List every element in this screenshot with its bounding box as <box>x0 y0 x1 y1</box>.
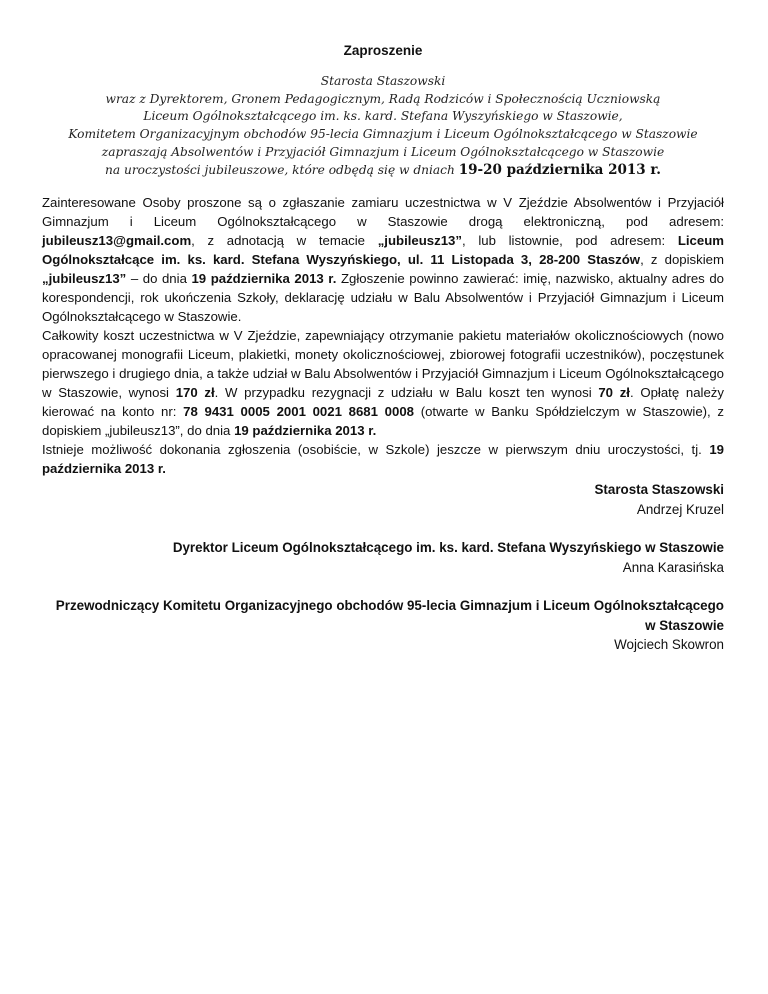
event-dates: 19-20 października 2013 r. <box>458 161 661 178</box>
onsite-date: 19 października 2013 r. <box>42 442 724 477</box>
text-run: Całkowity koszt uczestnictwa w V Zjeździe, zapewniający otrzymanie pakietu materiałów okolicznościowych (nowo opracowanej monografii Liceum, plakietki, monety okolicznościowej, zbiorowej fotografii uczestników), poczęstunek pierwszego i drugiego dnia, a także udział w Balu Absolwentów i Przyjaciół Gimnazjum i Liceum Ogólnokształcącego w Staszowie, wynosi <box>42 328 724 401</box>
text-run: , z dopiskiem <box>640 252 724 268</box>
onsite-registration-paragraph <box>42 440 724 478</box>
signature-name: Andrzej Kruzel <box>636 501 724 517</box>
signature-role-line-2: w Staszowie <box>645 617 724 633</box>
text-run: Zainteresowane Osoby proszone są o zgłaszanie zamiaru uczestnictwa w V Zjeździe Absolwentów i Przyjaciół Gimnazjum i Liceum Ogólnokształcącego w Staszowie drogą elektroniczną, pod adresem: <box>42 195 724 230</box>
registration-paragraph <box>42 193 724 326</box>
intro-line-4: Komitetem Organizacyjnym obchodów 95-lecia Gimnazjum i Liceum Ogólnokształcącego w Staszowie <box>68 127 698 142</box>
reduced-cost: 70 zł <box>598 385 630 401</box>
text-run: , z adnotacją w temacie <box>191 233 378 249</box>
signature-role: Starosta Staszowski <box>594 482 724 498</box>
cost-paragraph <box>42 326 724 440</box>
document-body <box>42 193 724 655</box>
bank-account-number: 78 9431 0005 2001 0021 8681 0008 <box>183 404 415 420</box>
email-address: jubileusz13@gmail.com <box>42 233 192 249</box>
intro-line-2: wraz z Dyrektorem, Gronem Pedagogicznym, Radą Rodziców i Społecznością Uczniowską <box>105 91 661 106</box>
intro-line-5: zapraszają Absolwentów i Przyjaciół Gimnazjum i Liceum Ogólnokształcącego w Staszowie <box>101 144 665 159</box>
text-run: (otwarte w Banku Spółdzielczym w Staszowie), z dopiskiem „jubileusz13”, do dnia <box>42 404 724 439</box>
postal-note: „jubileusz13” <box>42 271 127 287</box>
email-subject: „jubileusz13” <box>377 233 462 249</box>
signature-role: Dyrektor Liceum Ogólnokształcącego im. ks. kard. Stefana Wyszyńskiego w Staszowie <box>172 540 724 556</box>
intro-line-1: Starosta Staszowski <box>320 74 446 88</box>
registration-deadline: 19 października 2013 r. <box>191 271 337 287</box>
invitation-intro <box>42 73 724 179</box>
intro-line-3: Liceum Ogólnokształcącego im. ks. kard. Stefana Wyszyńskiego w Staszowie, <box>143 109 623 124</box>
text-run: . Opłatę należy kierować na konto nr: <box>42 385 724 420</box>
text-run: , lub listownie, pod adresem: <box>461 233 678 249</box>
signature-name: Wojciech Skowron <box>614 637 724 653</box>
total-cost: 170 zł <box>175 385 215 401</box>
signature-starosta <box>42 480 724 519</box>
text-run: Zgłoszenie powinno zawierać: imię, nazwisko, aktualny adres do korespondencji, rok ukończenia Szkoły, deklarację udziału w Balu Absolwentów i Przyjaciół Gimnazjum i Liceum Ogólnokształcącego w Staszowie. <box>42 271 725 325</box>
payment-deadline: 19 października 2013 r. <box>234 423 377 439</box>
text-run: – do dnia <box>126 271 192 287</box>
signature-director <box>42 538 724 577</box>
postal-address: Liceum Ogólnokształcące im. ks. kard. Stefana Wyszyńskiego, ul. 11 Listopada 3, 28-200 Staszów <box>42 233 724 268</box>
document-title: Zaproszenie <box>343 43 423 58</box>
signature-committee <box>42 596 724 655</box>
signature-name: Anna Karasińska <box>622 559 724 575</box>
intro-line-6-text: na uroczystości jubileuszowe, które odbędą się w dniach <box>105 162 459 177</box>
text-run: Istnieje możliwość dokonania zgłoszenia (osobiście, w Szkole) jeszcze w pierwszym dniu uroczystości, tj. <box>42 442 710 458</box>
signature-role-line-1: Przewodniczący Komitetu Organizacyjnego obchodów 95-lecia Gimnazjum i Liceum Ogólnokształcącego <box>55 598 724 614</box>
intro-line-6 <box>42 162 724 180</box>
text-run: . W przypadku rezygnacji z udziału w Balu koszt ten wynosi <box>214 385 599 401</box>
